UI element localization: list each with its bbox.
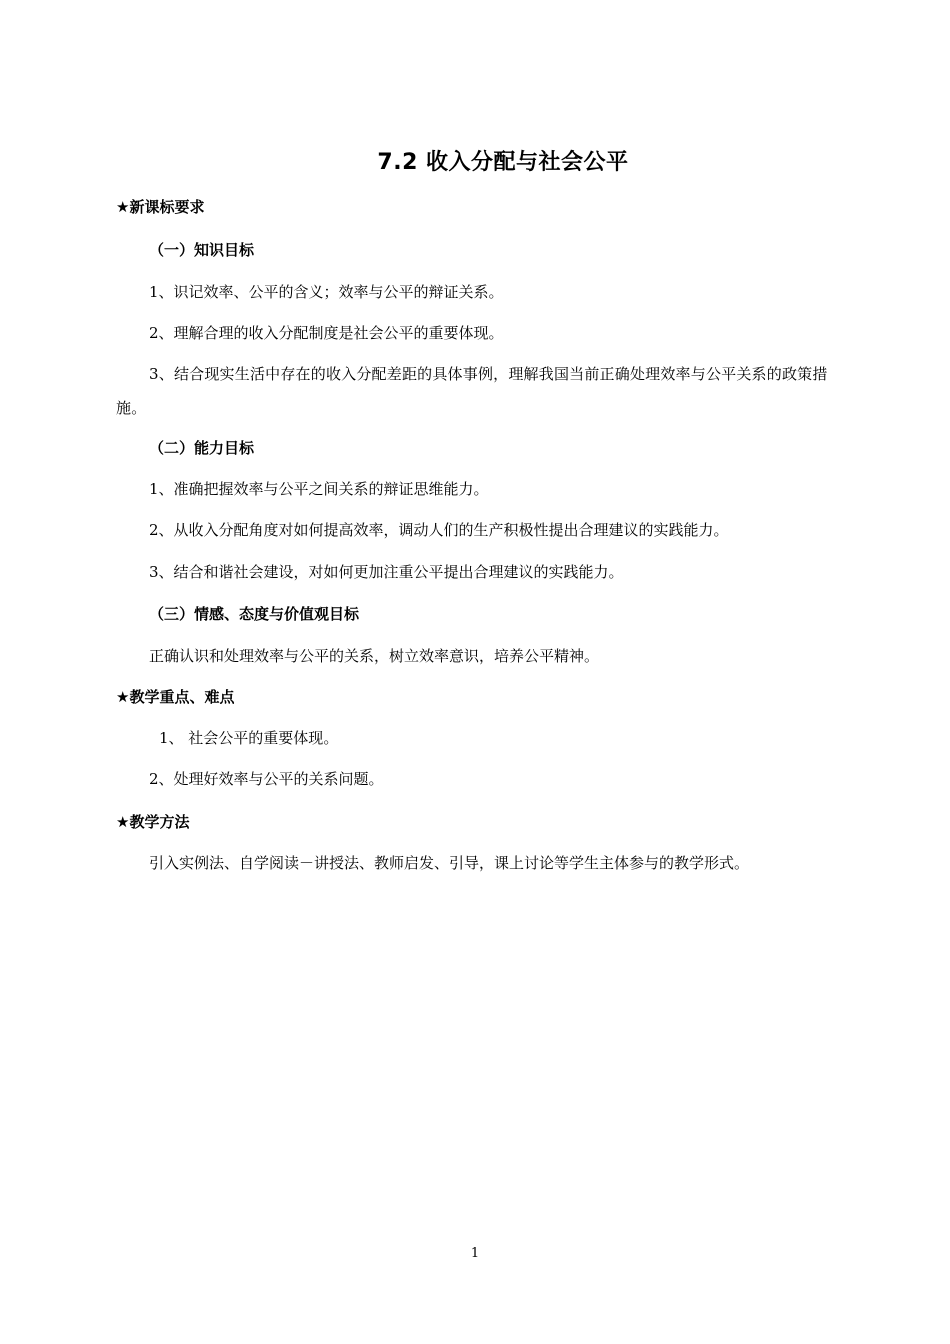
- document-title: 7.2 收入分配与社会公平: [377, 150, 629, 175]
- key-point-item-1: 1、 社会公平的重要体现。: [159, 729, 339, 747]
- values-heading: （三）情感、态度与价值观目标: [149, 605, 360, 623]
- ability-item-3: 3、结合和谐社会建设，对如何更加注重公平提出合理建议的实践能力。: [149, 563, 624, 581]
- knowledge-item-2: 2、理解合理的收入分配制度是社会公平的重要体现。: [149, 324, 504, 342]
- ability-heading: （二）能力目标: [149, 439, 255, 457]
- key-point-item-2: 2、处理好效率与公平的关系问题。: [149, 770, 384, 788]
- knowledge-heading: （一）知识目标: [149, 241, 255, 259]
- knowledge-item-3: 3、结合现实生活中存在的收入分配差距的具体事例，理解我国当前正确处理效率与公平关系的政策措施。: [116, 365, 828, 417]
- key-points-heading: ★教学重点、难点: [116, 688, 235, 706]
- values-text: 正确认识和处理效率与公平的关系，树立效率意识，培养公平精神。: [149, 647, 600, 665]
- knowledge-item-1: 1、识记效率、公平的含义；效率与公平的辩证关系。: [149, 283, 504, 301]
- page-number: 1: [470, 1246, 480, 1261]
- methods-text: 引入实例法、自学阅读－讲授法、教师启发、引导，课上讨论等学生主体参与的教学形式。: [149, 854, 750, 872]
- ability-item-1: 1、准确把握效率与公平之间关系的辩证思维能力。: [149, 480, 489, 498]
- methods-heading: ★教学方法: [116, 813, 190, 831]
- standards-heading: ★新课标要求: [116, 198, 205, 216]
- ability-item-2: 2、从收入分配角度对如何提高效率，调动人们的生产积极性提出合理建议的实践能力。: [149, 521, 729, 539]
